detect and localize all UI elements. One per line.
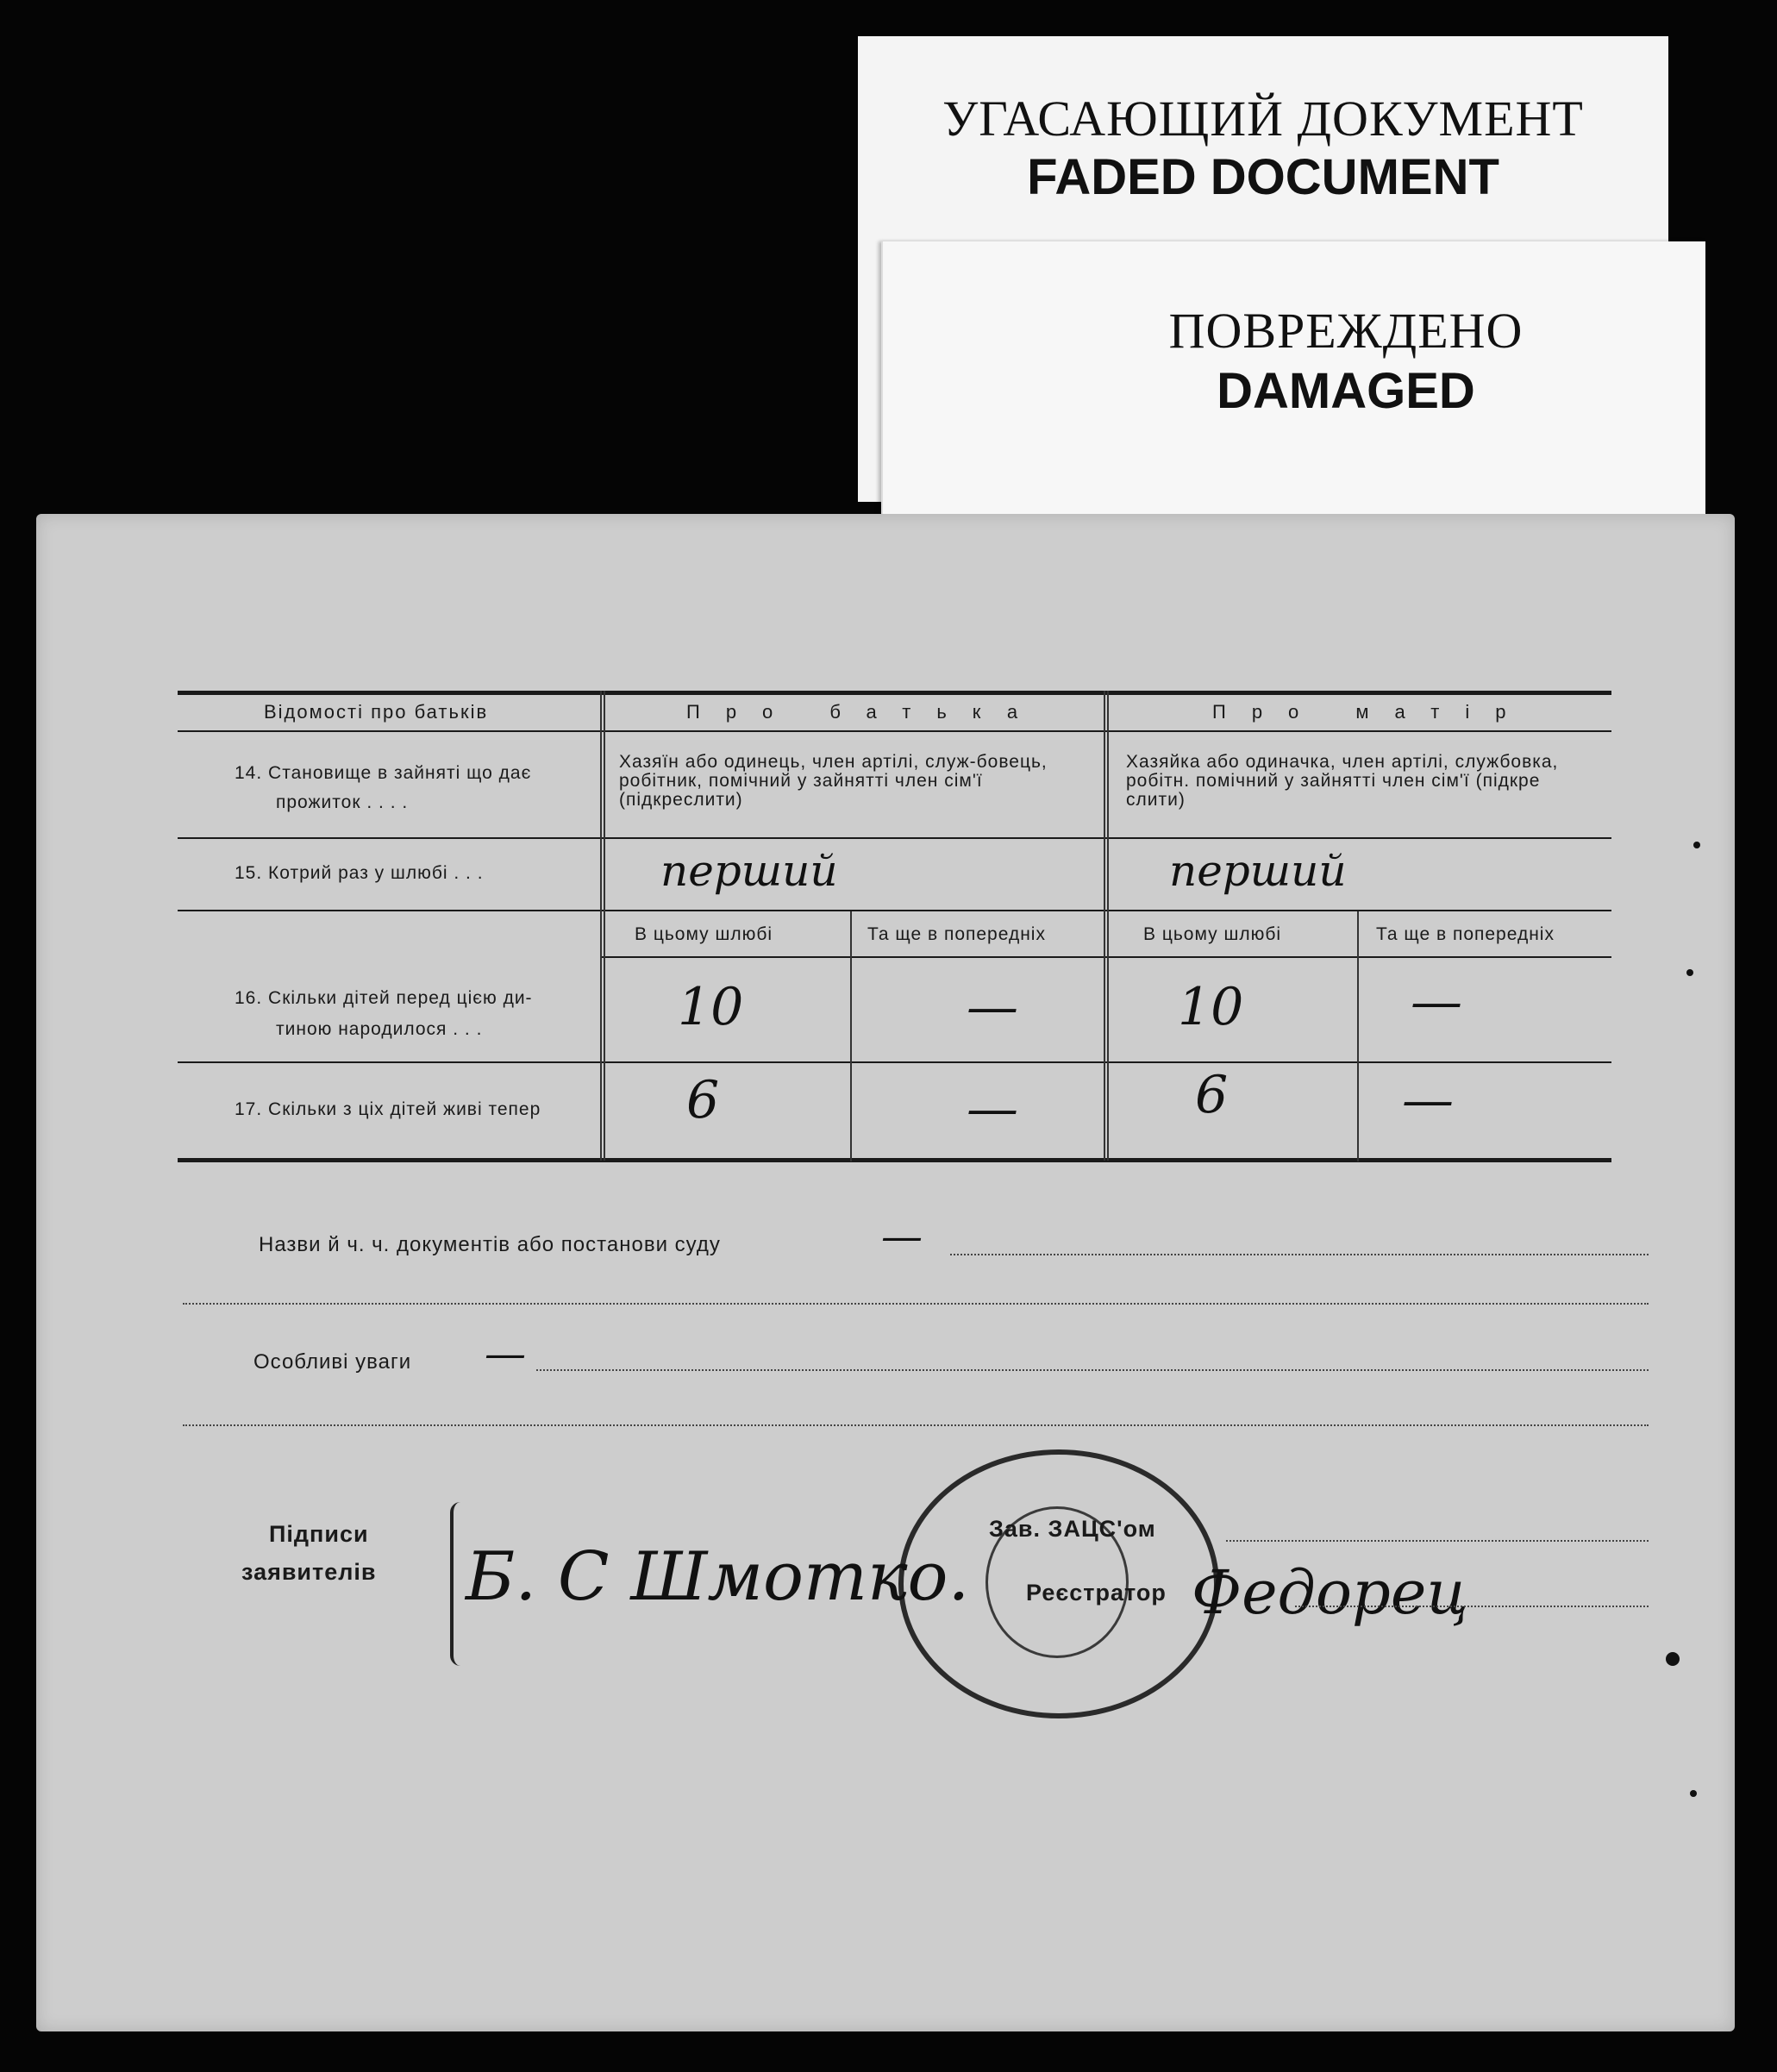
row15-mother-value: перший bbox=[1169, 846, 1347, 896]
margin-mark bbox=[1690, 1790, 1697, 1797]
damaged-document-label bbox=[881, 241, 1705, 517]
row16-father-prev: — bbox=[967, 977, 1018, 1037]
table-col-rule bbox=[1357, 911, 1359, 1161]
row15-father-value: перший bbox=[660, 846, 838, 896]
margin-mark bbox=[1686, 969, 1693, 976]
damaged-label-ru: ПОВРЕЖДЕНО bbox=[1168, 303, 1524, 359]
header-father: Про батька bbox=[686, 701, 1044, 723]
row14-mother-options: Хазяйка або одиначка, член артілі, службовка, робітн. помічний у зайнятті член сім'ї (підкре слити) bbox=[1126, 752, 1559, 810]
head-dotline bbox=[1226, 1540, 1649, 1542]
remarks-value: — bbox=[485, 1330, 526, 1378]
table-col-rule bbox=[1107, 691, 1109, 1161]
row17-father-this: 6 bbox=[686, 1070, 720, 1130]
row17-mother-prev: — bbox=[1402, 1070, 1454, 1130]
parents-table bbox=[178, 691, 1611, 1165]
margin-mark bbox=[1693, 842, 1700, 848]
documents-value: — bbox=[881, 1212, 923, 1261]
table-rule bbox=[178, 910, 1611, 911]
remarks-dotline-2 bbox=[183, 1424, 1649, 1426]
subheader-father-this: В цьому шлюбі bbox=[635, 924, 773, 944]
row16-father-this: 10 bbox=[678, 977, 744, 1037]
form-paper bbox=[36, 514, 1735, 2031]
row16-mother-this: 10 bbox=[1178, 977, 1244, 1037]
documents-label: Назви й ч. ч. документів або постанови суду bbox=[259, 1233, 721, 1256]
row14-label-cont: прожиток . . . . bbox=[276, 792, 409, 812]
table-col-rule bbox=[1104, 691, 1105, 1161]
row17-father-prev: — bbox=[967, 1079, 1018, 1139]
table-col-rule bbox=[850, 911, 852, 1161]
applicant-signature: Б. С Шмотко. bbox=[466, 1538, 970, 1616]
row15-label: 15. Котрий раз у шлюбі . . . bbox=[235, 863, 484, 883]
damaged-label-en: DAMAGED bbox=[1217, 363, 1475, 419]
margin-mark bbox=[1666, 1652, 1680, 1666]
head-zags-label: Зав. ЗАЦС'ом bbox=[989, 1516, 1156, 1542]
subheader-mother-this: В цьому шлюбі bbox=[1143, 924, 1282, 944]
faded-label-ru: УГАСАЮЩИЙ ДОКУМЕНТ bbox=[942, 91, 1584, 147]
row17-label: 17. Скільки з ціх дітей живі тепер bbox=[235, 1099, 541, 1119]
row16-label: 16. Скільки дітей перед цією ди- bbox=[235, 988, 533, 1008]
table-col-rule bbox=[604, 691, 605, 1161]
signatures-label-cont: заявителів bbox=[241, 1559, 377, 1585]
faded-label-en: FADED DOCUMENT bbox=[1027, 149, 1499, 205]
table-top-rule bbox=[178, 691, 1611, 695]
signatures-label: Підписи bbox=[269, 1521, 369, 1547]
remarks-dotline bbox=[536, 1369, 1649, 1371]
table-rule bbox=[178, 837, 1611, 839]
row14-label: 14. Становище в зайняті що дає bbox=[235, 763, 532, 783]
subheader-mother-prev: Та ще в попередніх bbox=[1376, 924, 1555, 944]
table-col-rule bbox=[600, 691, 602, 1161]
row17-mother-this: 6 bbox=[1195, 1065, 1229, 1125]
registrar-signature: Федорец bbox=[1192, 1557, 1469, 1628]
remarks-label: Особливі уваги bbox=[253, 1350, 412, 1374]
row16-mother-prev: — bbox=[1411, 972, 1462, 1032]
row16-label-cont: тиною народилося . . . bbox=[276, 1019, 483, 1039]
header-parents-info: Відомості про батьків bbox=[264, 701, 489, 723]
registrar-label: Реєстратор bbox=[1026, 1580, 1167, 1606]
subheader-father-prev: Та ще в попередніх bbox=[867, 924, 1046, 944]
table-rule bbox=[178, 730, 1611, 732]
documents-dotline bbox=[950, 1254, 1649, 1255]
registrar-dotline bbox=[1295, 1606, 1649, 1607]
header-mother: Про матір bbox=[1212, 701, 1532, 723]
table-bottom-rule bbox=[178, 1158, 1611, 1162]
row14-father-options: Хазяїн або одинець, член артілі, служ-бовець, робітник, помічний у зайнятті член сім'ї (підкреслити) bbox=[619, 752, 1048, 810]
documents-dotline-2 bbox=[183, 1303, 1649, 1305]
table-rule bbox=[178, 1061, 1611, 1063]
table-rule bbox=[600, 956, 1611, 958]
